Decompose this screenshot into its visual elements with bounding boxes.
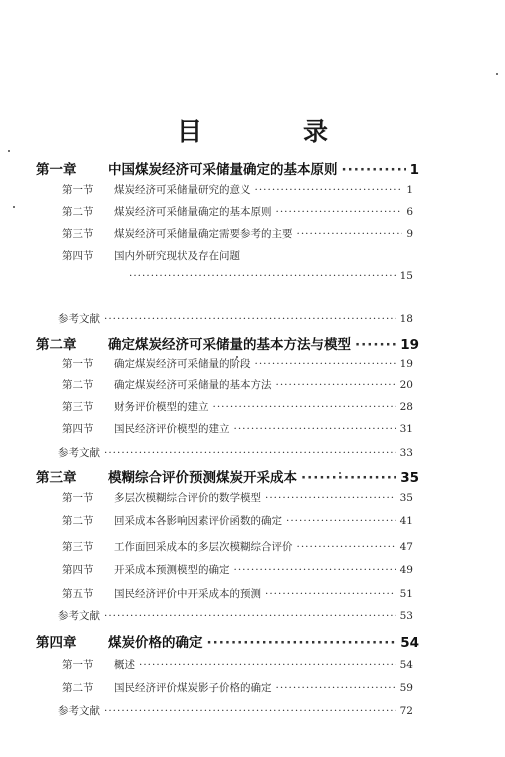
section-title: 财务评价模型的建立 — [114, 401, 209, 413]
page-number: 18 — [399, 313, 413, 325]
section-entry — [62, 248, 413, 263]
section-entry — [62, 356, 413, 371]
page-number: 1 — [406, 184, 413, 196]
references-label: 参考文献 — [58, 313, 100, 325]
section-entry — [62, 377, 413, 392]
dot-leader — [276, 682, 396, 694]
page-number: 53 — [399, 610, 413, 622]
section-number: 第二节 — [62, 682, 94, 694]
chapter-title: 煤炭价格的确定 — [108, 635, 203, 651]
section-entry — [62, 513, 413, 528]
section-title: 开采成本预测模型的确定 — [114, 564, 230, 576]
section-label — [62, 586, 261, 601]
page-number: 15 — [399, 270, 413, 282]
dot-leader — [104, 447, 396, 459]
chapter-label — [36, 158, 338, 178]
section-title: 煤炭经济可采储量研究的意义 — [114, 184, 251, 196]
section-number: 第三节 — [62, 401, 94, 413]
section-title: 多层次模糊综合评价的数学模型 — [114, 492, 261, 504]
page-number: 35 — [400, 470, 419, 486]
dot-leader — [234, 423, 396, 435]
page-number: 47 — [399, 541, 413, 553]
chapter-number: 第四章 — [36, 635, 77, 651]
chapter-heading — [36, 466, 419, 486]
chapter-number: 第二章 — [36, 337, 77, 353]
references-entry — [58, 311, 413, 326]
page-number: 20 — [399, 379, 413, 391]
section-label — [62, 513, 282, 528]
section-title: 煤炭经济可采储量确定需要参考的主要 — [114, 228, 293, 240]
section-number: 第三节 — [62, 228, 94, 240]
section-title: 概述 — [114, 659, 135, 671]
section-number: 第二节 — [62, 515, 94, 527]
section-number: 第四节 — [62, 423, 94, 435]
page-number: 28 — [399, 401, 413, 413]
dot-leader — [234, 564, 396, 576]
chapter-label — [36, 466, 297, 486]
page-number: 33 — [399, 447, 413, 459]
section-label — [62, 657, 135, 672]
section-title: 回采成本各影响因素评价函数的确定 — [114, 515, 282, 527]
section-title: 国内外研究现状及存在问题 — [114, 250, 240, 262]
dot-leader — [104, 610, 396, 622]
section-number: 第五节 — [62, 588, 94, 600]
section-label — [62, 204, 272, 219]
chapter-number: 第三章 — [36, 470, 77, 486]
section-number: 第三节 — [62, 541, 94, 553]
section-entry — [62, 657, 413, 672]
chapter-heading — [36, 158, 419, 178]
section-entry — [62, 490, 413, 505]
chapter-label — [36, 631, 203, 651]
references-label: 参考文献 — [58, 705, 100, 717]
section-label — [62, 421, 230, 436]
dot-leader — [297, 541, 396, 553]
dot-leader — [129, 270, 396, 282]
dot-leader — [104, 705, 396, 717]
dot-leader — [301, 470, 396, 486]
section-number: 第一节 — [62, 659, 94, 671]
section-number: 第一节 — [62, 358, 94, 370]
section-entry — [62, 680, 413, 695]
section-title: 工作面回采成本的多层次模糊综合评价 — [114, 541, 293, 553]
scan-speck — [8, 150, 10, 152]
page-number: 9 — [406, 228, 413, 240]
scan-speck — [13, 206, 15, 208]
page-number: 59 — [399, 682, 413, 694]
page-number: 41 — [399, 515, 413, 527]
section-entry-continuation — [125, 270, 413, 282]
dot-leader — [255, 184, 403, 196]
section-number: 第二节 — [62, 379, 94, 391]
dot-leader — [286, 515, 396, 527]
section-entry — [62, 182, 413, 197]
chapter-title: 模糊综合评价预测煤炭开采成本 — [108, 470, 297, 486]
section-entry — [62, 204, 413, 219]
section-entry — [62, 226, 413, 241]
page-number: 31 — [399, 423, 413, 435]
section-number: 第四节 — [62, 250, 94, 262]
section-title: 确定煤炭经济可采储量的阶段 — [114, 358, 251, 370]
chapter-number: 第一章 — [36, 162, 77, 178]
section-entry — [62, 586, 413, 601]
references-entry — [58, 703, 413, 718]
page-number: 19 — [400, 337, 419, 353]
dot-leader — [342, 162, 406, 178]
dot-leader — [276, 379, 396, 391]
page-number: 6 — [406, 206, 413, 218]
scan-speck — [236, 356, 238, 358]
references-entry — [58, 608, 413, 623]
page-title: 目 录 — [176, 117, 366, 146]
scan-speck — [339, 472, 341, 474]
section-number: 第四节 — [62, 564, 94, 576]
chapter-title: 中国煤炭经济可采储量确定的基本原则 — [108, 162, 338, 178]
dot-leader — [255, 358, 396, 370]
chapter-heading — [36, 631, 419, 651]
dot-leader — [355, 337, 396, 353]
page-number: 54 — [400, 635, 419, 651]
section-entry — [62, 421, 413, 436]
dot-leader — [213, 401, 396, 413]
page-number: 49 — [399, 564, 413, 576]
chapter-title: 确定煤炭经济可采储量的基本方法与模型 — [108, 337, 351, 353]
section-label — [62, 680, 272, 695]
section-label — [62, 226, 293, 241]
references-entry — [58, 445, 413, 460]
section-title: 煤炭经济可采储量确定的基本原则 — [114, 206, 272, 218]
section-label — [62, 377, 272, 392]
section-label — [62, 248, 240, 263]
section-entry — [62, 539, 413, 554]
dot-leader — [104, 313, 396, 325]
section-label — [62, 399, 209, 414]
section-label — [62, 562, 230, 577]
dot-leader — [265, 492, 396, 504]
section-entry — [62, 562, 413, 577]
dot-leader — [297, 228, 403, 240]
section-number: 第二节 — [62, 206, 94, 218]
references-label: 参考文献 — [58, 447, 100, 459]
page-number: 19 — [399, 358, 413, 370]
section-title: 国民经济评价模型的建立 — [114, 423, 230, 435]
section-entry — [62, 399, 413, 414]
section-label — [62, 490, 261, 505]
dot-leader — [139, 659, 396, 671]
page-number: 51 — [399, 588, 413, 600]
dot-leader — [207, 635, 397, 651]
chapter-heading — [36, 333, 419, 353]
dot-leader — [265, 588, 396, 600]
section-number: 第一节 — [62, 492, 94, 504]
section-title: 国民经济评价煤炭影子价格的确定 — [114, 682, 272, 694]
section-title: 确定煤炭经济可采储量的基本方法 — [114, 379, 272, 391]
chapter-label — [36, 333, 351, 353]
dot-leader — [276, 206, 403, 218]
section-label — [62, 539, 293, 554]
page-number: 54 — [399, 659, 413, 671]
section-number: 第一节 — [62, 184, 94, 196]
page-number: 72 — [399, 705, 413, 717]
scan-speck — [496, 73, 498, 75]
page-number: 1 — [409, 162, 419, 178]
section-title: 国民经济评价中开采成本的预测 — [114, 588, 261, 600]
page-number: 35 — [399, 492, 413, 504]
references-label: 参考文献 — [58, 610, 100, 622]
section-label — [62, 182, 251, 197]
section-label — [62, 356, 251, 371]
